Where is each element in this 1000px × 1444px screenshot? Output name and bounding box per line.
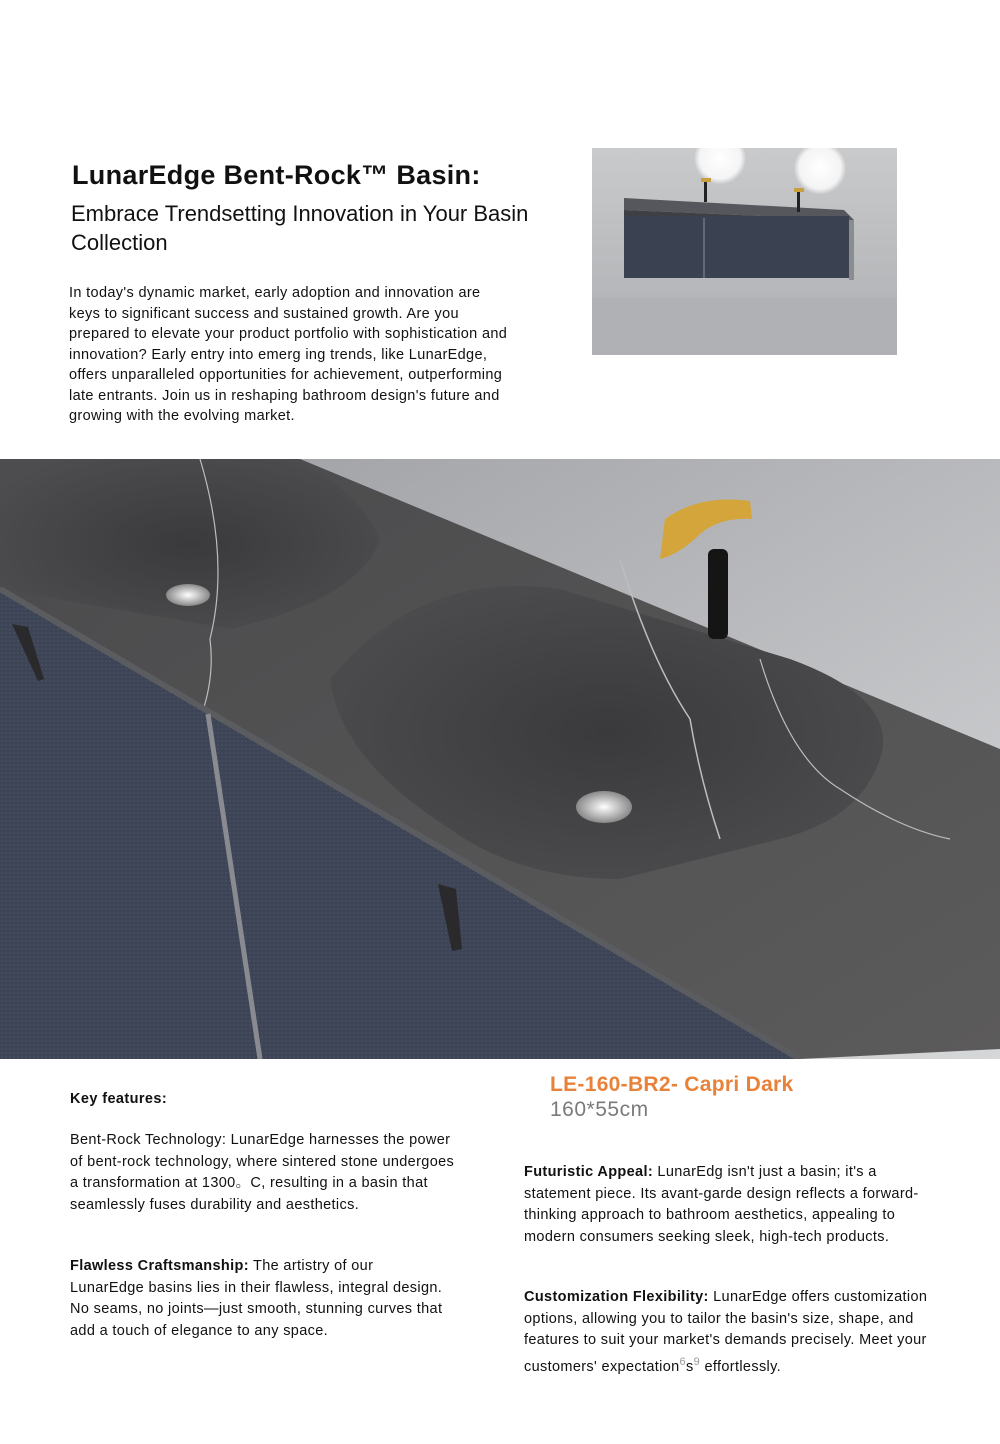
feature-text-end: effortlessly. [700, 1358, 782, 1375]
feature-label: Flawless Craftsmanship: [70, 1258, 249, 1274]
key-features-heading: Key features: [70, 1091, 168, 1107]
vanity-overview-photo [592, 148, 897, 355]
feature-label: Futuristic Appeal: [524, 1164, 654, 1180]
intro-paragraph: In today's dynamic market, early adoption and innovation are keys to significant success and sustained growth. Are you prepared to elevate your product portfolio with sophistication and innovation? Early entry into emerg ing trends, like LunarEdge, offers unparalleled opportunities for achievement, outperforming late entrants. Join us in reshaping bathroom design's future and growing with the evolving market. [69, 285, 508, 424]
feature-futuristic [524, 1162, 944, 1248]
product-size: 160*55cm [550, 1098, 649, 1121]
feature-text: LunarEdge offers customization options, allowing you to tailor the basin's size, shape, and features to suit your market's demands precisely. Meet your customers' expectation [524, 1289, 928, 1375]
feature-label: Customization Flexibility: [524, 1289, 709, 1305]
feature-text: The artistry of our LunarEdge basins lies in their flawless, integral design. No seams, no joints—just smooth, stunning curves that add a touch of elegance to any space. [70, 1258, 443, 1339]
feature-bent-rock: Bent-Rock Technology: LunarEdge harnesses the power of bent-rock technology, where sintered stone undergoes a transformation at 1300。C, resulting in a basin that seamlessly fuses durability and aesthetics. [70, 1132, 455, 1213]
basin-closeup-photo [0, 459, 1000, 1059]
page-subtitle: Embrace Trendsetting Innovation in Your Basin Collection [71, 201, 529, 255]
stray-letter: s [686, 1358, 694, 1375]
stray-superscript: 9 [693, 1355, 701, 1368]
product-model: LE-160-BR2- Capri Dark [550, 1073, 794, 1096]
feature-text: LunarEdg isn't just a basin; it's a statement piece. Its avant-garde design reflects a forward-thinking approach to bathroom aesthetics, appealing to modern consumers seeking sleek, high-tech products. [524, 1164, 919, 1245]
stray-superscript: 6 [679, 1355, 687, 1368]
feature-customization [524, 1287, 944, 1378]
page-title: LunarEdge Bent-Rock™ Basin: [72, 160, 481, 190]
feature-craftsmanship [70, 1256, 450, 1342]
